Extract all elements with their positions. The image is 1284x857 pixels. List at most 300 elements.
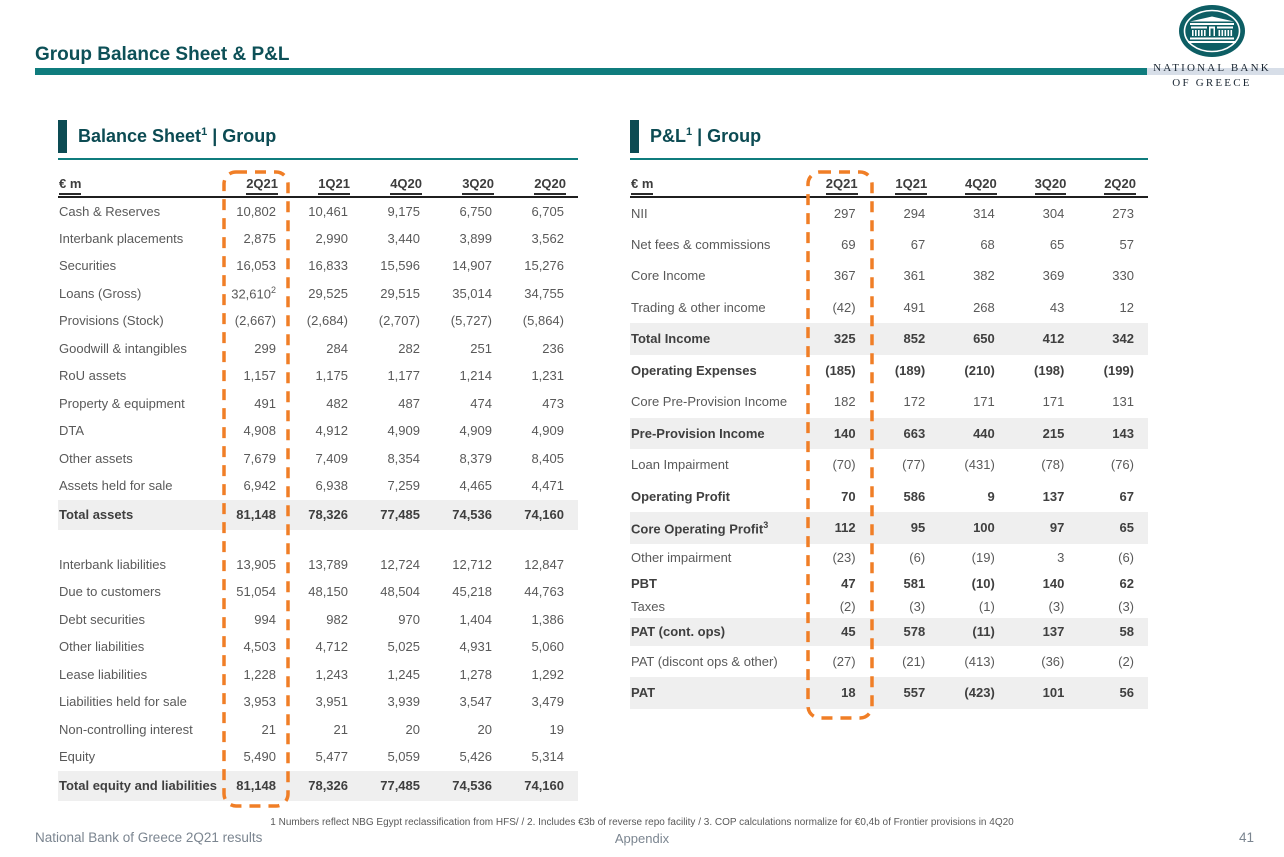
cell-value: 56 <box>1119 685 1134 701</box>
cell-value: 251 <box>470 340 492 356</box>
cell-value: (78) <box>1041 457 1065 473</box>
cell-value: (11) <box>972 624 995 639</box>
cell-value: 284 <box>326 340 348 356</box>
row-label: PAT <box>631 685 656 701</box>
cell-value: (70) <box>832 457 856 473</box>
cell-value: 4,712 <box>315 639 348 655</box>
cell-value: 440 <box>973 425 995 441</box>
cell-value: 4,931 <box>459 639 492 655</box>
cell-value: 57 <box>1119 236 1134 252</box>
pnl-section <box>630 120 1148 709</box>
col-header-2q20: 2Q20 <box>1078 170 1148 197</box>
cell-value: 13,789 <box>308 556 348 572</box>
cell-value: 491 <box>903 299 926 315</box>
table-row <box>58 307 578 335</box>
cell-value: 361 <box>903 268 926 284</box>
cell-value: 29,515 <box>380 285 420 301</box>
cell-value: 970 <box>398 611 420 627</box>
cell-value: 1,404 <box>459 611 492 627</box>
cell-value: 268 <box>973 299 995 315</box>
cell-value: 48,150 <box>308 584 348 600</box>
cell-value: 74,160 <box>524 507 564 522</box>
table-row <box>630 544 1148 572</box>
cell-value: 325 <box>833 331 856 347</box>
cell-value: 67 <box>910 236 926 252</box>
cell-value: (2) <box>839 598 856 614</box>
cell-value: 44,763 <box>524 584 564 600</box>
cell-value: (423) <box>964 685 995 701</box>
cell-value: 7,259 <box>387 478 420 494</box>
logo-text-line2: OF GREECE <box>1172 77 1252 89</box>
cell-value: 101 <box>1042 685 1065 701</box>
cell-value: (76) <box>1110 457 1134 473</box>
table-row <box>58 417 578 445</box>
cell-value: 100 <box>973 520 995 536</box>
cell-value: 68 <box>980 236 995 252</box>
table-row <box>58 633 578 661</box>
cell-value: 1,292 <box>531 666 564 682</box>
cell-value: 3,899 <box>459 230 492 246</box>
cell-value: 5,060 <box>531 639 564 655</box>
table-row <box>630 386 1148 418</box>
row-label: Assets held for sale <box>59 478 173 494</box>
cell-value: 137 <box>1042 624 1065 639</box>
row-label: Debt securities <box>59 611 145 627</box>
cell-value: 581 <box>903 575 926 591</box>
cell-value: 1,214 <box>459 368 492 384</box>
section-underline <box>630 158 1148 160</box>
cell-value: (189) <box>894 362 926 378</box>
row-label: Operating Profit <box>631 488 730 504</box>
cell-value: 2,990 <box>315 230 348 246</box>
cell-value: 16,833 <box>308 258 348 274</box>
cell-value: 663 <box>903 425 926 441</box>
table-row <box>630 292 1148 324</box>
cell-value: (5,864) <box>522 313 564 329</box>
table-row <box>58 743 578 771</box>
col-header-2q21: 2Q21 <box>800 170 870 197</box>
table-row <box>58 551 578 579</box>
cell-value: 3,440 <box>387 230 420 246</box>
cell-value: 852 <box>903 331 926 347</box>
table-row <box>58 335 578 363</box>
table-row <box>630 618 1148 646</box>
cell-value: (5,727) <box>450 313 492 329</box>
col-header-1q21: 1Q21 <box>290 170 362 197</box>
table-row <box>58 500 578 530</box>
row-label: Lease liabilities <box>59 666 148 682</box>
cell-value: (3) <box>909 598 926 614</box>
cell-value: 62 <box>1119 575 1134 591</box>
cell-value: 35,014 <box>452 285 492 301</box>
cell-value: 1,157 <box>243 368 276 384</box>
cell-value: 282 <box>398 340 420 356</box>
cell-value: 47 <box>841 575 856 591</box>
cell-value: 16,053 <box>236 258 276 274</box>
cell-value: (2) <box>1118 653 1134 669</box>
cell-value: 10,461 <box>308 203 348 219</box>
cell-value: 1,231 <box>531 368 564 384</box>
table-row <box>58 716 578 744</box>
cell-value: (36) <box>1041 653 1065 669</box>
cell-value: 19 <box>549 721 564 737</box>
cell-value: 131 <box>1112 394 1134 410</box>
cell-value: 8,379 <box>459 450 492 466</box>
cell-value: 1,177 <box>387 368 420 384</box>
cell-value: 299 <box>254 340 276 356</box>
table-row <box>58 390 578 418</box>
col-header-4q20: 4Q20 <box>362 170 434 197</box>
table-row <box>58 197 578 225</box>
table-row <box>630 323 1148 355</box>
row-label: Due to customers <box>59 584 161 600</box>
pnl-table <box>630 170 1148 709</box>
cell-value: 34,755 <box>524 285 564 301</box>
nbg-logo <box>1140 4 1284 90</box>
cell-value: 586 <box>903 488 926 504</box>
cell-value: (198) <box>1034 362 1065 378</box>
cell-value: 48,504 <box>380 584 420 600</box>
cell-value: 51,054 <box>236 584 276 600</box>
footer-deck-title: National Bank of Greece 2Q21 results <box>35 830 263 845</box>
cell-value: 1,243 <box>315 666 348 682</box>
cell-value: 3,939 <box>387 694 420 710</box>
table-row <box>630 595 1148 618</box>
cell-value: (77) <box>902 457 926 473</box>
cell-value: (42) <box>832 299 856 315</box>
cell-value: 342 <box>1112 331 1134 347</box>
cell-value: 69 <box>841 236 856 252</box>
cell-value: 171 <box>1042 394 1065 410</box>
cell-value: 314 <box>973 205 995 221</box>
cell-value: 74,536 <box>452 778 492 793</box>
cell-value: (2,684) <box>306 313 348 329</box>
cell-value: 297 <box>833 205 856 221</box>
logo-text-line1: NATIONAL BANK <box>1153 62 1271 74</box>
row-label: DTA <box>59 423 85 439</box>
cell-value: (3) <box>1118 598 1134 614</box>
cell-value: 81,148 <box>236 778 276 793</box>
table-row <box>630 572 1148 595</box>
cell-value: 6,750 <box>459 203 492 219</box>
cell-value: (27) <box>832 653 856 669</box>
cell-value: 4,471 <box>531 478 564 494</box>
cell-value: 74,160 <box>524 778 564 793</box>
cell-value: 78,326 <box>308 778 348 793</box>
row-label: Total Income <box>631 331 711 347</box>
row-label: Trading & other income <box>631 299 766 315</box>
cell-value: 13,905 <box>236 556 276 572</box>
cell-value: (21) <box>902 653 926 669</box>
table-row <box>58 362 578 390</box>
cell-value: 330 <box>1112 268 1134 284</box>
table-row <box>630 260 1148 292</box>
row-label: Interbank placements <box>59 230 184 246</box>
table-row <box>58 472 578 500</box>
cell-value: 70 <box>841 488 856 504</box>
cell-value: 18 <box>841 685 856 701</box>
cell-value: 1,245 <box>387 666 420 682</box>
cell-value: (6) <box>909 550 926 565</box>
page-number: 41 <box>1238 830 1254 845</box>
cell-value: (23) <box>832 550 856 565</box>
table-row <box>58 530 578 551</box>
row-label: Interbank liabilities <box>59 556 166 572</box>
cell-value: 4,909 <box>387 423 420 439</box>
cell-value: 1,175 <box>315 368 348 384</box>
cell-value: 474 <box>470 395 492 411</box>
balance-sheet-title: Balance Sheet$^1$ | Group <box>78 126 277 146</box>
cell-value: 6,938 <box>315 478 348 494</box>
cell-value: 3,479 <box>531 694 564 710</box>
cell-value: 14,907 <box>452 258 492 274</box>
row-label: Other assets <box>59 450 133 466</box>
cell-value: 9 <box>987 488 995 504</box>
bank-building-icon <box>1170 4 1254 60</box>
row-label: Loans (Gross) <box>59 285 142 301</box>
table-row <box>630 481 1148 513</box>
col-header-4q20: 4Q20 <box>939 170 1009 197</box>
cell-value: 143 <box>1112 425 1134 441</box>
cell-value: 43 <box>1049 299 1065 315</box>
cell-value: 650 <box>973 331 995 347</box>
cell-value: 67 <box>1119 488 1134 504</box>
cell-value: (199) <box>1103 362 1134 378</box>
cell-value: (10) <box>971 575 995 591</box>
cell-value: 5,025 <box>387 639 420 655</box>
cell-value: (185) <box>825 362 856 378</box>
cell-value: 15,276 <box>524 258 564 274</box>
section-accent-bar <box>630 120 639 153</box>
cell-value: 65 <box>1119 520 1134 536</box>
row-label: Core Operating Profit$^3$ <box>631 519 769 536</box>
balance-sheet-section <box>58 120 578 801</box>
cell-value: 3,951 <box>315 694 348 710</box>
cell-value: 12 <box>1119 299 1134 315</box>
cell-value: (19) <box>971 550 995 565</box>
cell-value: 994 <box>254 611 276 627</box>
cell-value: 9,175 <box>387 203 420 219</box>
cell-value: 21 <box>333 721 348 737</box>
cell-value: (3) <box>1048 598 1065 614</box>
cell-value: 5,490 <box>243 749 276 765</box>
row-label: PAT (discont ops & other) <box>631 653 778 669</box>
table-row <box>58 445 578 473</box>
cell-value: 473 <box>542 395 564 411</box>
table-row <box>630 229 1148 261</box>
cell-value: 2,875 <box>243 230 276 246</box>
cell-value: 65 <box>1049 236 1065 252</box>
cell-value: 74,536 <box>452 507 492 522</box>
pnl-title: $P\&L^1$ | Group <box>650 126 762 146</box>
cell-value: 369 <box>1042 268 1065 284</box>
row-label: Core Income <box>631 268 706 284</box>
table-row <box>630 355 1148 387</box>
table-row <box>58 606 578 634</box>
cell-value: 58 <box>1119 624 1134 639</box>
row-label: Equity <box>59 749 96 765</box>
cell-value: 4,912 <box>315 423 348 439</box>
cell-value: 3,562 <box>531 230 564 246</box>
cell-value: 3,547 <box>459 694 492 710</box>
cell-value: 21 <box>261 721 276 737</box>
table-row <box>630 418 1148 450</box>
cell-value: 412 <box>1042 331 1065 347</box>
row-label: Core Pre-Provision Income <box>631 394 788 410</box>
row-label: PBT <box>631 575 657 591</box>
cell-value: (1) <box>978 598 995 614</box>
cell-value: 578 <box>903 624 926 639</box>
row-label: Cash & Reserves <box>59 203 161 219</box>
row-label: Non-controlling interest <box>59 721 193 737</box>
cell-value: 112 <box>834 520 856 536</box>
row-label: Provisions (Stock) <box>59 313 164 329</box>
col-header-1q21: 1Q21 <box>870 170 940 197</box>
table-row <box>58 280 578 308</box>
cell-value: 236 <box>542 340 564 356</box>
cell-value: 172 <box>903 394 926 410</box>
table-row <box>630 512 1148 544</box>
cell-value: 77,485 <box>380 778 420 793</box>
cell-value: 137 <box>1042 488 1065 504</box>
table-row <box>58 661 578 689</box>
cell-value: 8,354 <box>387 450 420 466</box>
balance-sheet-table <box>58 170 578 801</box>
cell-value: 140 <box>1042 575 1065 591</box>
row-label: Operating Expenses <box>631 362 757 378</box>
cell-value: (2,707) <box>378 313 420 329</box>
row-label: Taxes <box>631 598 665 614</box>
cell-value: (431) <box>964 457 995 473</box>
row-label: Total equity and liabilities <box>59 778 217 793</box>
cell-value: 491 <box>254 395 276 411</box>
cell-value: 7,409 <box>315 450 348 466</box>
section-underline <box>58 158 578 160</box>
cell-value: 45 <box>841 624 856 639</box>
cell-value: 12,712 <box>452 556 492 572</box>
cell-value: 3 <box>1057 550 1065 565</box>
cell-value: 171 <box>973 394 995 410</box>
cell-value: (2,667) <box>234 313 276 329</box>
cell-value: 29,525 <box>308 285 348 301</box>
cell-value: 482 <box>326 395 348 411</box>
cell-value: 20 <box>405 721 420 737</box>
column-header-row <box>630 170 1148 197</box>
row-label: Goodwill & intangibles <box>59 340 187 356</box>
cell-value: 273 <box>1112 205 1134 221</box>
cell-value: 1,228 <box>243 666 276 682</box>
cell-value: 15,596 <box>380 258 420 274</box>
cell-value: 557 <box>903 685 926 701</box>
table-row <box>58 252 578 280</box>
cell-value: 5,426 <box>459 749 492 765</box>
cell-value: 32,610$^2$ <box>231 285 276 302</box>
cell-value: 77,485 <box>380 507 420 522</box>
cell-value: 78,326 <box>308 507 348 522</box>
unit-header: € m <box>630 170 800 197</box>
table-row <box>630 677 1148 709</box>
cell-value: 215 <box>1042 425 1065 441</box>
column-header-row <box>58 170 578 197</box>
cell-value: 294 <box>903 205 926 221</box>
cell-value: 182 <box>833 394 856 410</box>
col-header-3q20: 3Q20 <box>434 170 506 197</box>
row-label: Total assets <box>59 507 134 522</box>
cell-value: 1,386 <box>531 611 564 627</box>
col-header-2q21: 2Q21 <box>218 170 290 197</box>
footer-section-label: Appendix <box>614 831 670 846</box>
row-label: Liabilities held for sale <box>59 694 187 710</box>
cell-value: 5,477 <box>315 749 348 765</box>
page-title: Group Balance Sheet & P&L <box>35 44 290 65</box>
row-label: Securities <box>59 258 117 274</box>
cell-value: 6,705 <box>531 203 564 219</box>
row-label: PAT (cont. ops) <box>631 624 726 639</box>
cell-value: 4,909 <box>459 423 492 439</box>
cell-value: 4,909 <box>531 423 564 439</box>
cell-value: 95 <box>910 520 926 536</box>
cell-value: 20 <box>477 721 492 737</box>
table-row <box>630 449 1148 481</box>
table-row <box>58 771 578 801</box>
footnote: 1 Numbers reflect NBG Egypt reclassification from HFS/ / 2. Includes €3b of reverse repo facility / 3. COP calculations normalize for €0,4b of Frontier provisions in 4Q20 <box>270 817 1014 828</box>
row-label: Loan Impairment <box>631 457 729 473</box>
cell-value: 382 <box>973 268 995 284</box>
table-row <box>630 646 1148 678</box>
table-row <box>58 688 578 716</box>
col-header-3q20: 3Q20 <box>1009 170 1079 197</box>
cell-value: 45,218 <box>452 584 492 600</box>
cell-value: 97 <box>1049 520 1065 536</box>
cell-value: 487 <box>398 395 420 411</box>
row-label: Pre-Provision Income <box>631 425 765 441</box>
table-row <box>58 225 578 253</box>
cell-value: 10,802 <box>236 203 276 219</box>
cell-value: 3,953 <box>243 694 276 710</box>
row-label: NII <box>631 205 648 221</box>
cell-value: 6,942 <box>243 478 276 494</box>
row-label: Net fees & commissions <box>631 236 771 252</box>
col-header-2q20: 2Q20 <box>506 170 578 197</box>
cell-value: 4,908 <box>243 423 276 439</box>
cell-value: 1,278 <box>459 666 492 682</box>
cell-value: 140 <box>833 425 856 441</box>
cell-value: 367 <box>833 268 856 284</box>
cell-value: 5,314 <box>531 749 564 765</box>
row-label: Other liabilities <box>59 639 145 655</box>
cell-value: 4,465 <box>459 478 492 494</box>
row-label: Other impairment <box>631 550 732 565</box>
cell-value: 12,847 <box>524 556 564 572</box>
cell-value: 4,503 <box>243 639 276 655</box>
row-label: RoU assets <box>59 368 127 384</box>
table-row <box>58 578 578 606</box>
cell-value: 12,724 <box>380 556 420 572</box>
cell-value: (413) <box>964 653 995 669</box>
section-accent-bar <box>58 120 67 153</box>
row-label: Property & equipment <box>59 395 185 411</box>
table-row <box>630 197 1148 229</box>
cell-value: 81,148 <box>236 507 276 522</box>
cell-value: 7,679 <box>243 450 276 466</box>
cell-value: (6) <box>1118 550 1134 565</box>
cell-value: 5,059 <box>387 749 420 765</box>
cell-value: 304 <box>1042 205 1065 221</box>
unit-header: € m <box>58 170 218 197</box>
cell-value: 982 <box>326 611 348 627</box>
cell-value: 8,405 <box>531 450 564 466</box>
header-rule-teal <box>35 68 1147 75</box>
